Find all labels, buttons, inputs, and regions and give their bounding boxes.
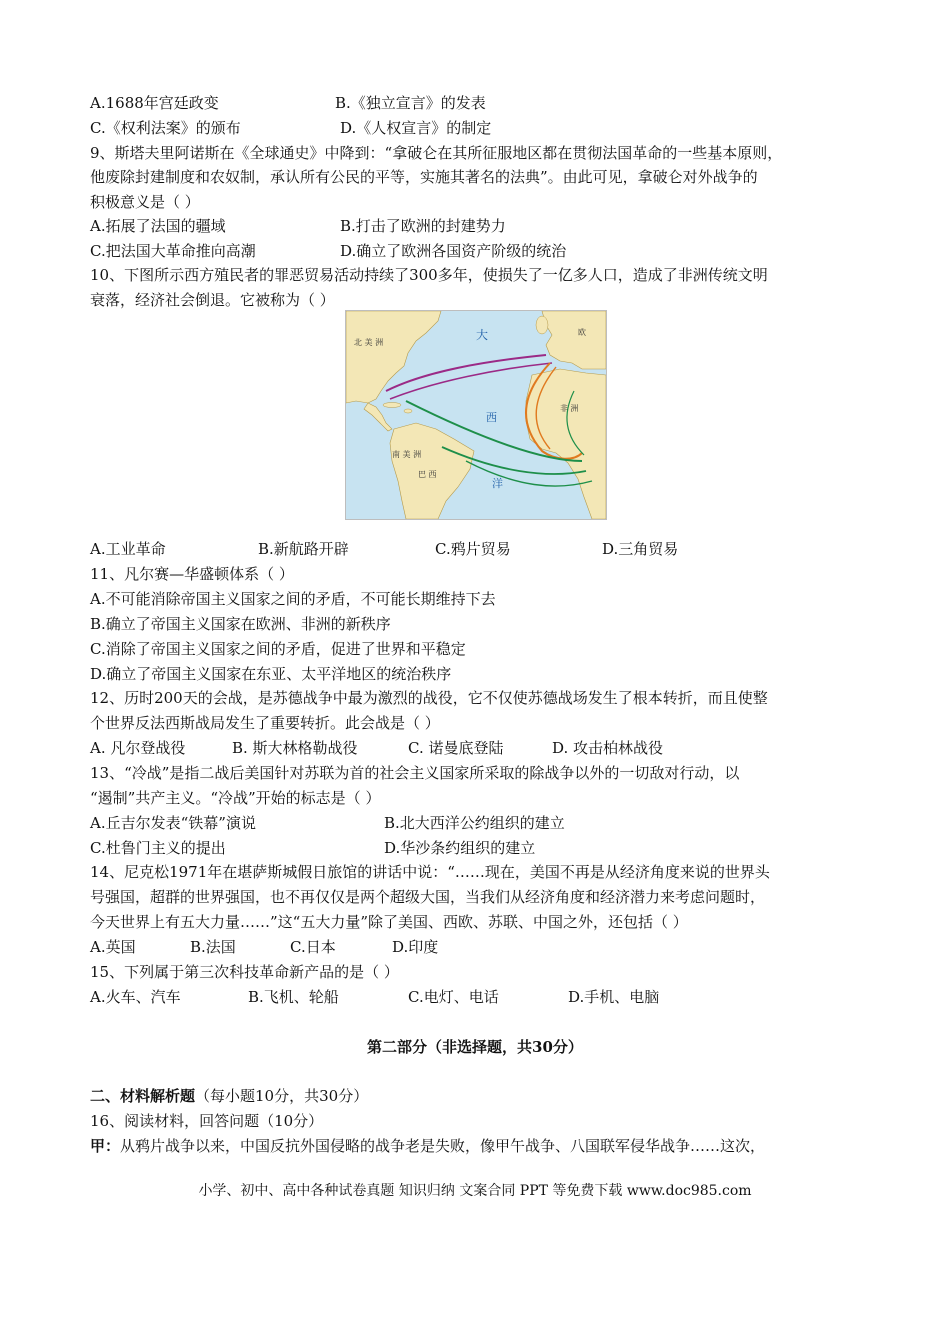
q8-option-a: A.1688年宫廷政变 [90, 94, 219, 112]
q16-stem: 16、阅读材料，回答问题（10分） [90, 1112, 324, 1130]
q12-option-a: A. 凡尔登战役 [90, 739, 186, 757]
section-two-bold: 二、材料解析题 [90, 1087, 196, 1105]
page-footer: 小学、初中、高中各种试卷真题 知识归纳 文案合同 PPT 等免费下载 www.doc985.com [198, 1183, 752, 1199]
q11-option-b: B.确立了帝国主义国家在欧洲、非洲的新秩序 [90, 615, 391, 633]
q14-stem-line-1: 14、尼克松1971年在堪萨斯城假日旅馆的讲话中说：“……现在，美国不再是从经济角度来说的世界头 [90, 863, 770, 881]
label-europe: 欧 [578, 328, 586, 337]
q13-option-b: B.北大西洋公约组织的建立 [384, 814, 565, 832]
label-brazil: 巴 西 [418, 470, 437, 479]
label-yang: 洋 [492, 477, 503, 490]
q14-stem-line-2: 号强国，超群的世界强国，也不再仅仅是两个超级大国，当我们从经济角度和经济潜力来考虑问题时， [90, 888, 766, 906]
britain-island [536, 316, 548, 334]
q11-option-c: C.消除了帝国主义国家之间的矛盾，促进了世界和平稳定 [90, 640, 466, 658]
label-da: 大 [476, 328, 489, 342]
q11-option-a: A.不可能消除帝国主义国家之间的矛盾，不可能长期维持下去 [90, 590, 496, 608]
q14-option-c: C.日本 [290, 938, 336, 956]
q12-stem-line-2: 个世界反法西斯战局发生了重要转折。此会战是（ ） [90, 714, 440, 732]
q10-stem-line-2: 衰落，经济社会倒退。它被称为（ ） [90, 291, 335, 309]
q13-stem-line-2: “遏制”共产主义。“冷战”开始的标志是（ ） [90, 789, 381, 807]
q9-stem-line-1: 9、斯塔夫里阿诺斯在《全球通史》中降到：“拿破仑在其所征服地区都在贯彻法国革命的一些基本原则， [90, 144, 783, 162]
q9-option-c: C.把法国大革命推向高潮 [90, 242, 256, 260]
q12-option-d: D. 攻击柏林战役 [552, 739, 664, 757]
q14-stem-line-3: 今天世界上有五大力量……”这“五大力量”除了美国、西欧、苏联、中国之外，还包括（ ） [90, 913, 688, 931]
q10-option-c: C.鸦片贸易 [435, 540, 511, 558]
q15-option-c: C.电灯、电话 [408, 988, 499, 1006]
q13-stem-line-1: 13、“冷战”是指二战后美国针对苏联为首的社会主义国家所采取的除战争以外的一切敌对行动，以 [90, 764, 740, 782]
hispaniola-island [404, 409, 412, 413]
q9-option-d: D.确立了欧洲各国资产阶级的统治 [340, 242, 567, 260]
q9-stem-line-3: 积极意义是（ ） [90, 193, 200, 211]
q9-option-a: A.拓展了法国的疆域 [90, 217, 226, 235]
q14-option-d: D.印度 [392, 938, 439, 956]
label-africa: 非 洲 [560, 404, 579, 413]
q13-option-c: C.杜鲁门主义的提出 [90, 839, 226, 857]
section-two-heading [90, 1086, 368, 1106]
q11-option-d: D.确立了帝国主义国家在东亚、太平洋地区的统治秩序 [90, 665, 452, 683]
q14-option-b: B.法国 [190, 938, 236, 956]
q9-option-b: B.打击了欧洲的封建势力 [340, 217, 506, 235]
q10-stem-line-1: 10、下图所示西方殖民者的罪恶贸易活动持续了300多年，使损失了一亿多人口，造成了非洲传统文明 [90, 266, 768, 284]
part2-title: 第二部分（非选择题，共30分） [367, 1038, 583, 1056]
q8-option-d: D.《人权宣言》的制定 [340, 119, 492, 137]
q13-option-a: A.丘吉尔发表“铁幕”演说 [90, 814, 256, 832]
triangle-trade-map [345, 310, 607, 520]
q10-option-a: A.工业革命 [90, 540, 166, 558]
q8-option-c: C.《权利法案》的颁布 [90, 119, 241, 137]
q13-option-d: D.华沙条约组织的建立 [384, 839, 536, 857]
section-two-rest: （每小题10分，共30分） [195, 1087, 369, 1105]
material-jia [90, 1136, 765, 1156]
q15-option-a: A.火车、汽车 [90, 988, 181, 1006]
q15-option-b: B.飞机、轮船 [248, 988, 339, 1006]
material-jia-label: 甲： [90, 1137, 121, 1155]
q14-option-a: A.英国 [90, 938, 136, 956]
q12-option-b: B. 斯大林格勒战役 [232, 739, 358, 757]
q11-stem: 11、凡尔赛—华盛顿体系（ ） [90, 565, 294, 583]
label-north-america: 北 美 洲 [354, 338, 384, 347]
q15-option-d: D.手机、电脑 [568, 988, 660, 1006]
q10-option-b: B.新航路开辟 [258, 540, 349, 558]
q9-stem-line-2: 他废除封建制度和农奴制，承认所有公民的平等，实施其著名的法典”。由此可见，拿破仑对外战争的 [90, 168, 758, 186]
q10-option-d: D.三角贸易 [602, 540, 679, 558]
q8-option-b: B.《独立宣言》的发表 [335, 94, 486, 112]
cuba-island [383, 403, 401, 408]
label-xi: 西 [486, 411, 497, 424]
q12-stem-line-1: 12、历时200天的会战，是苏德战争中最为激烈的战役，它不仅使苏德战场发生了根本转折，而且使整 [90, 689, 768, 707]
q15-stem: 15、下列属于第三次科技革命新产品的是（ ） [90, 963, 399, 981]
label-south-america: 南 美 洲 [392, 450, 422, 459]
material-jia-text: 从鸦片战争以来，中国反抗外国侵略的战争老是失败，像甲午战争、八国联军侵华战争……这次， [120, 1137, 766, 1155]
q12-option-c: C. 诺曼底登陆 [408, 739, 504, 757]
